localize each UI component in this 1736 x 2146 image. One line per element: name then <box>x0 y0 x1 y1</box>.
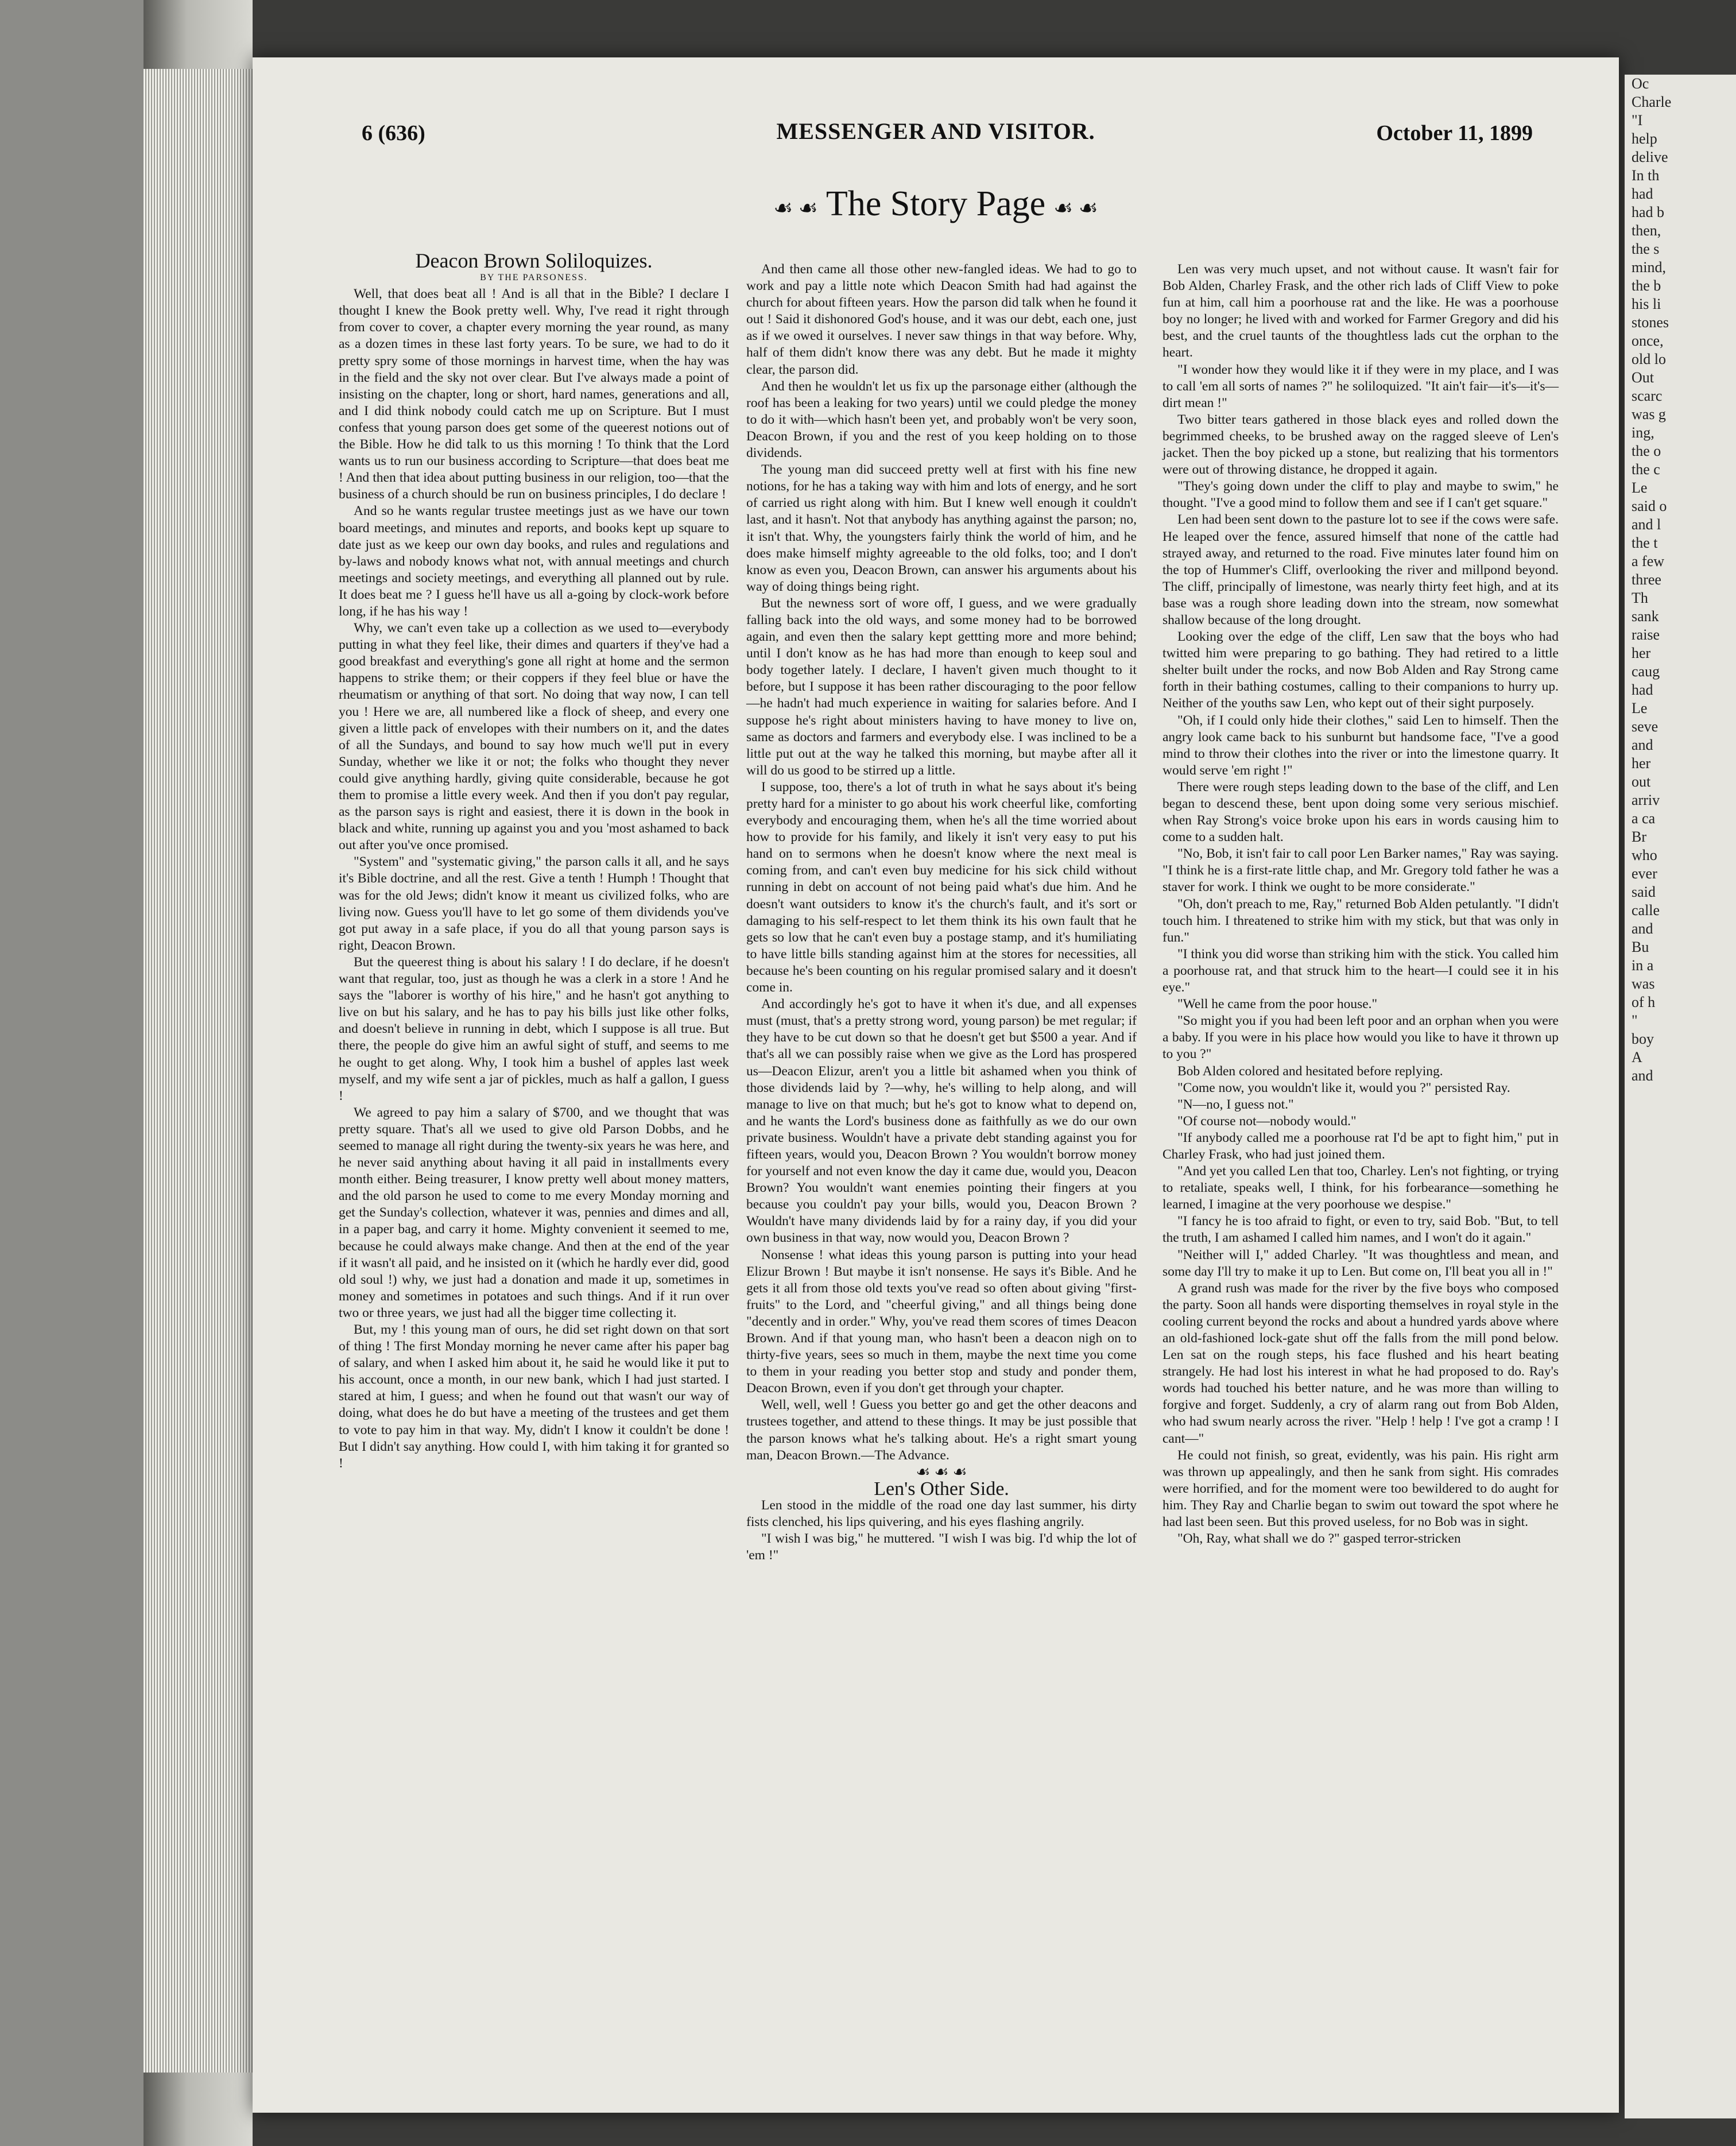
facing-page-text: seve <box>1632 718 1658 735</box>
facing-page-text: and <box>1632 1067 1653 1084</box>
section-ornament: ☙ ☙ ☙ <box>916 1463 967 1481</box>
facing-page-text: old lo <box>1632 351 1666 367</box>
left-ornament-icon: ☙ ☙ <box>773 196 818 220</box>
paragraph: "Come now, you wouldn't like it, would you ?" persisted Ray. <box>1177 1080 1510 1095</box>
right-ornament-icon: ☙ ☙ <box>1053 196 1098 220</box>
facing-page-text: was g <box>1632 406 1666 423</box>
publication-date: October 11, 1899 <box>1376 121 1533 145</box>
paragraph: "Oh, if I could only hide their clothes," said Len to himself. Then the angry look came back to his sunburnt but handsome face, "I've a good mind to throw their clothes into the river or into the limestone quarry. It would serve 'em right !" <box>1162 712 1559 778</box>
paragraph: And so he wants regular trustee meetings just as we have our town board meetings, and minutes and reports, and books kept up square to date just as we keep our own day books, and rules and regulations and by-laws and nobody knows what not, with annual meetings and church meetings and society meetings, and everything all planned out by rule. It does beat me ? I guess he'll have us all a-going by clock-work before long, if he has his way ! <box>339 503 729 619</box>
article-title: Deacon Brown Soliloquizes. <box>415 249 653 272</box>
facing-page-text: ever <box>1632 865 1657 882</box>
facing-page-text: a ca <box>1632 810 1656 827</box>
facing-page-text: once, <box>1632 332 1664 349</box>
facing-page-text: the t <box>1632 534 1658 551</box>
facing-page-text: the o <box>1632 443 1661 459</box>
paragraph: We agreed to pay him a salary of $700, and we thought that was pretty square. That's all we used to give old Parson Dobbs, and he seemed to manage all right during the twenty-six years he was here, and he never said anything about having it all paid in installments every month either. Being treasurer, I know pretty well about money matters, and the old parson he used to come to me every Monday morning and get the Sunday's collection, whatever it was, pennies and dimes and all, in a paper bag, and carry it home. Mighty convenient it seemed to me, because he could always make change. And then at the end of the year if it wasn't all paid, and he insisted on it (which he hardly ever did, good old soul !) why, we just had a donation and made it up, sometimes in money and sometimes in potatoes and such things. And if it run over two or three years, we just had all the bigger time collecting it. <box>339 1105 729 1320</box>
paragraph: And accordingly he's got to have it when it's due, and all expenses must (must, that's a pretty strong word, young parson) be met regular; if they have to be cut down so that he doesn't get but $500 a year. And if that's all we can possibly raise when we give as the Lord has prospered us—Deacon Elizur, aren't you a little bit ashamed when you think of those dividends laid by ?—why, he's willing to help along, and will manage to live on that much; but he's got to know what to depend on, and he wants the Lord's business done as faithfully as we do our own private business. Wouldn't have a private debt standing against you for fifteen years, would you, Deacon Brown ? You wouldn't borrow money for yourself and not even know the day it came due, would you, Deacon Brown? You wouldn't want enemies pointing their fingers at you because you couldn't pay your bills, would you, Deacon Brown ? Wouldn't have many dividends laid by for a rainy day, if you did your own business in that way, now would you, Deacon Brown ? <box>746 997 1137 1246</box>
paragraph: "I think you did worse than striking him with the stick. You called him a poorhouse rat, and that struck him to the heart—I could see it in his eye." <box>1162 946 1559 995</box>
paragraph: "If anybody called me a poorhouse rat I'd be apt to fight him," put in Charley Frask, who had just joined them. <box>1162 1130 1559 1162</box>
paragraph: Nonsense ! what ideas this young parson is putting into your head Elizur Brown ! But maybe it isn't nonsense. He says it's Bible. And he gets it all from those old texts you've read so often about giving "first-fruits" to the Lord, and "cheerful giving," and all things being done "decently and in order." Why, you've read them scores of times Deacon Brown. And if that young man, who hasn't been a deacon nigh on to thirty-five years, sees so much in them, maybe the next time you come to them in your reading you better stop and study and ponder them, Deacon Brown, even if you don't get through your chapter. <box>746 1247 1137 1396</box>
paragraph: But the queerest thing is about his salary ! I do declare, if he doesn't want that regular, too, just as though he was a clerk in a store ! And he says the "laborer is worthy of his hire," and he hasn't got anything to live on but his salary, and he has to pay his bills just like other folks, and doesn't believe in running in debt, which I suppose is all true. But there, the people do give him an awful sight of stuff, and seems to me he ought to get along. Why, I took him a bushel of apples last week myself, and my wife sent a jar of pickles, much as half a gallon, I guess ! <box>339 954 729 1103</box>
paragraph: Well, well, well ! Guess you better go and get the other deacons and trustees together, and attend to these things. It may be just possible that the parson knows what he's talking about. He's a right smart young man, Deacon Brown.—The Advance. <box>746 1397 1137 1463</box>
facing-page-text: boy <box>1632 1031 1654 1047</box>
facing-page-text: sank <box>1632 608 1659 625</box>
facing-page-text: mind, <box>1632 259 1666 276</box>
paragraph: Two bitter tears gathered in those black eyes and rolled down the begrimmed cheeks, to be brushed away on the ragged sleeve of Len's jacket. Then the boy picked up a stone, but realizing that his tormentors were out of throwing distance, he dropped it again. <box>1162 412 1559 478</box>
facing-page-text: and l <box>1632 516 1661 533</box>
paragraph: Len was very much upset, and not without cause. It wasn't fair for Bob Alden, Charley Frask, and the other rich lads of Cliff View to poke fun at him, call him a poorhouse rat and the like. He was a poorhouse boy no longer; he lived with and worked for Farmer Gregory and did his best, and the cruel taunts of the thoughtless lads cut the orphan to the heart. <box>1162 262 1559 361</box>
paragraph: "I wish I was big," he muttered. "I wish I was big. I'd whip the lot of 'em !" <box>746 1531 1137 1563</box>
facing-page-text: scarc <box>1632 388 1663 404</box>
paragraph: But the newness sort of wore off, I guess, and we were gradually falling back into the old ways, and some money had to be borrowed again, and even then the salary kept gettting more and more behind; until I don't know as he has had more than enough to keep soul and body together lately. I declare, I haven't given much thought to it before, but I suppose it has been rather discouraging to the poor fellow—he hadn't had much experience in waiting for salaries before. And I suppose he's right about ministers having to have money to live on, same as doctors and farmers and everybody else. I was inclined to be a little put out at the way he talked this morning, but maybe after all it will do us good to be stirred up a little. <box>746 595 1137 778</box>
paragraph: Len stood in the middle of the road one day last summer, his dirty fists clenched, his lips quivering, and his eyes flashing angrily. <box>746 1497 1137 1530</box>
facing-page-text: and <box>1632 920 1653 937</box>
facing-page-text: the b <box>1632 277 1661 294</box>
paragraph: "Of course not—nobody would." <box>1177 1113 1357 1129</box>
paragraph: Len had been sent down to the pasture lot to see if the cows were safe. He leaped over the fence, assured himself that none of the cattle had strayed away, and returned to the road. Five minutes later found him on the top of Hummer's Cliff, overlooking the river and millpond beyond. The cliff, principally of limestone, was nearly thirty feet high, and at its base was a rough shore leading down into the stream, now somewhat shallow because of the long drought. <box>1162 512 1559 627</box>
facing-page-text: then, <box>1632 222 1661 239</box>
paragraph: "Well he came from the poor house." <box>1177 997 1378 1012</box>
paragraph: Bob Alden colored and hesitated before replying. <box>1177 1063 1443 1079</box>
newspaper-title: MESSENGER AND VISITOR. <box>776 118 1095 144</box>
column-2 <box>746 261 1137 1564</box>
facing-page-text: her <box>1632 755 1651 772</box>
facing-page-text: said <box>1632 884 1656 900</box>
facing-page-text: delive <box>1632 149 1668 165</box>
facing-page-text: said o <box>1632 498 1667 514</box>
article-title: Len's Other Side. <box>874 1478 1009 1500</box>
facing-page-text: the c <box>1632 461 1660 478</box>
column-3 <box>1162 261 1559 1547</box>
facing-page-text: " <box>1632 1012 1638 1029</box>
book-binding <box>0 0 144 2146</box>
page-edges <box>144 69 253 2073</box>
newspaper-page <box>253 57 1619 2113</box>
paragraph: "Neither will I," added Charley. "It was thoughtless and mean, and some day I'll try to make it up to Len. But come on, I'll beat you all in !" <box>1162 1247 1559 1279</box>
facing-page-text: Out <box>1632 369 1654 386</box>
column-1 <box>339 249 729 1472</box>
paragraph: "Oh, Ray, what shall we do ?" gasped terror-stricken <box>1177 1531 1461 1547</box>
paragraph: A grand rush was made for the river by the five boys who composed the party. Soon all hands were disporting themselves in royal style in the cooling current beyond the rocks and about a hundred yards above where an old-fashioned lock-gate shut off the falls from the mill pond below. Len sat on the rough steps, his face flushed and his heart beating strangely. He had lost his interest in what he had proposed to do. Ray's words had touched his better nature, and he was more than willing to forgive and forget. Suddenly, a cry of alarm rang out from Bob Alden, who had swum nearly across the river. "Help ! help ! I've got a cramp ! I cant—" <box>1162 1280 1559 1446</box>
facing-page-text: had <box>1632 681 1653 698</box>
facing-page-text: "I <box>1632 112 1643 129</box>
paragraph: "N—no, I guess not." <box>1177 1097 1294 1112</box>
facing-page-text: a few <box>1632 553 1665 570</box>
facing-page-text: Br <box>1632 828 1646 845</box>
facing-page-text: the s <box>1632 241 1660 257</box>
paragraph: The young man did succeed pretty well at first with his fine new notions, for he has a taking way with him and lots of energy, and he sort of carried us right along with him. But I knew well enough it couldn't last, and it hasn't. Not that anybody has anything against the parson; no, it isn't that. Why, the youngsters fairly think the world of him, and he does make himself mighty agreeable to the old folks, too; and I don't know as even you, Deacon Brown, can answer his arguments about his way of doing things being right. <box>746 462 1137 594</box>
facing-page-text: A <box>1632 1049 1642 1066</box>
paragraph: "Oh, don't preach to me, Ray," returned Bob Alden petulantly. "I didn't touch him. I threatened to strike him with my stick, but that was only in fun." <box>1162 896 1559 945</box>
facing-page-text: stones <box>1632 314 1669 331</box>
paragraph: "No, Bob, it isn't fair to call poor Len Barker names," Ray was saying. "I think he is a first-rate little chap, and Mr. Gregory told father he was a staver for work. I think we ought to be more considerate." <box>1162 846 1559 895</box>
facing-page-text: was <box>1632 975 1655 992</box>
facing-page-text: Bu <box>1632 939 1649 955</box>
facing-page-text: raise <box>1632 626 1660 643</box>
facing-page-text: calle <box>1632 902 1660 919</box>
facing-page-text: three <box>1632 571 1661 588</box>
facing-page-text: help <box>1632 130 1657 147</box>
paragraph: And then came all those other new-fangled ideas. We had to go to work and pay a little note which Deacon Smith had had against the church for about fifteen years. How the parson did talk when he found it out ! Said it dishonored God's house, and it was our debt, each one, just as if we owed it ourselves. I never saw things in that way before. Why, half of them didn't know there was any debt. But he made it mighty clear, the parson did. <box>746 262 1137 377</box>
facing-page-text: in a <box>1632 957 1654 974</box>
paragraph: I suppose, too, there's a lot of truth in what he says about it's being pretty hard for a minister to go about his work cheerful like, comforting everybody and encouraging them, when he's all the time worried about how to provide for his family, and likely it isn't very easy to put his hand on to sermons when he doesn't know where the next meal is coming from, and can't even buy medicine for his sick child without running in debt on account of not being paid what's due him. And he doesn't want outsiders to know it's the church's fault, and it's sort or damaging to his self-respect to let them think its his own fault that he gets so low that he can't even buy a postage stamp, and it's humiliating to have little bills standing against him at the stores for necessities, all because he's been counting on his regular promised salary and it doesn't come in. <box>746 779 1137 995</box>
section-heading <box>253 184 1619 224</box>
facing-page-text: Le <box>1632 700 1648 716</box>
facing-page-text: arriv <box>1632 792 1660 808</box>
facing-page-text: who <box>1632 847 1657 863</box>
facing-page-text: her <box>1632 645 1651 661</box>
paragraph: Why, we can't even take up a collection as we used to—everybody putting in what they feel like, their dimes and quarters if they've had a good breakfast and everything's gone all right at home and the sermon happens to strike them; or their coppers if they feel blue or have the rheumatism or anything of that sort. No doing that way now, I can tell you ! Here we are, all numbered like a flock of sheep, and every one given a little pack of envelopes with their numbers on it, and the dates of all the Sundays, and bound to say how much we'll put in every Sunday, whether we like it or not; the folks who thought they never could give anything hardly, giving quite considerable, because he got them to promise a little every week. And then if you don't pay regular, as the parson says is right and easiest, there it is down in the book in black and white, running up against you and you 'most ashamed to back out after you've once promised. <box>339 621 729 853</box>
facing-page-text: Le <box>1632 479 1648 496</box>
article-byline: BY THE PARSONESS. <box>480 273 588 283</box>
paragraph: And then he wouldn't let us fix up the parsonage either (although the roof has been a leaking for two years) until we could pledge the money to do it with—which hasn't been yet, and probably won't be very soon, Deacon Brown, if you and the rest of you keep holding on to those dividends. <box>746 378 1137 461</box>
facing-page-text: out <box>1632 773 1651 790</box>
paragraph: "I fancy he is too afraid to fight, or even to try, said Bob. "But, to tell the truth, I am ashamed I called him names, and I won't do it again." <box>1162 1214 1559 1246</box>
facing-page-text: of h <box>1632 994 1656 1010</box>
facing-page-text: In th <box>1632 167 1660 184</box>
paragraph: "System" and "systematic giving," the parson calls it all, and he says it's Bible doctrine, and all the rest. Give a tenth ! Humph ! Thought that was for the old Jews; didn't know it meant us civilized folks, who are living now. Guess you'll have to let go some of them dividends you've got put away in a safe place, if you do all that young parson says is right, Deacon Brown. <box>339 854 729 953</box>
facing-page-text: his li <box>1632 296 1661 312</box>
paragraph: Well, that does beat all ! And is all that in the Bible? I declare I thought I knew the Book pretty well. Why, I've read it right through from cover to cover, a chapter every morning the year round, as many as a dozen times in these last forty years. To be sure, we had to do it pretty spry some of those mornings in harvest time, when the hay was in the field and the sky not over clear. But I've always made a point of insisting on the chapter, long or short, hard names, generations and all, and I did think nobody could catch me up on Scripture. But I must confess that young parson does get some of the queerest notions out of the Bible. How he did talk to us this morning ! To think that the Lord wants us to run our business according to Scripture—that does beat me ! And then that idea about putting business in our religion, too—that the business of a church should be run on business principles, I do declare ! <box>339 286 729 502</box>
section-title: The Story Page <box>826 184 1046 223</box>
paragraph: He could not finish, so great, evidently, was his pain. His right arm was thrown up appealingly, and then he sank from sight. His comrades were horrified, and for the moment were too bewildered to do aught for him. They Ray and Charlie began to swim out toward the spot where he had last been seen. But this proved useless, for no Bob was in sight. <box>1162 1447 1559 1530</box>
page-number: 6 (636) <box>362 121 425 145</box>
facing-page-fragment <box>1625 75 1736 2118</box>
facing-page-text: Th <box>1632 590 1648 606</box>
paragraph: "I wonder how they would like it if they were in my place, and I was to call 'em all sorts of names ?" he soliloquized. "It ain't fair—it's—it's—dirt mean !" <box>1162 362 1559 410</box>
facing-page-text: and <box>1632 737 1653 753</box>
paragraph: "So might you if you had been left poor and an orphan when you were a baby. If you were in his place how would you like to have it thrown up to you ?" <box>1162 1013 1559 1062</box>
facing-page-text: ing, <box>1632 424 1654 441</box>
facing-page-text: had <box>1632 185 1653 202</box>
paragraph: "And yet you called Len that too, Charley. Len's not fighting, or trying to retaliate, speaks well, I think, for his forbearance—something he learned, I imagine at the very poorhouse we despise." <box>1162 1164 1559 1213</box>
paragraph: But, my ! this young man of ours, he did set right down on that sort of thing ! The first Monday morning he never came after his paper bag of salary, and when I asked him about it, he said he would like it put to his account, once a month, in our new bank, which I had just started. I stared at him, I guess; and when he found out that wasn't our way of doing, what does he do but have a meeting of the trustees and get them to vote to pay him in that way. My, didn't I know it couldn't be done ! But I didn't say anything. How could I, with him taking it for granted so ! <box>339 1322 729 1471</box>
facing-page-text: Charle <box>1632 94 1672 110</box>
facing-page-text: caug <box>1632 663 1660 680</box>
facing-page-text: had b <box>1632 204 1665 220</box>
paragraph: There were rough steps leading down to the base of the cliff, and Len began to descend these, bent upon doing some very serious mischief. when Ray Strong's voice broke upon his ears in words causing him to come to a sudden halt. <box>1162 779 1559 845</box>
paragraph: "They's going down under the cliff to play and maybe to swim," he thought. "I've a good mind to follow them and see if I can't get square." <box>1162 479 1559 511</box>
facing-page-text: Oc <box>1632 75 1649 92</box>
paragraph: Looking over the edge of the cliff, Len saw that the boys who had twitted him were preparing to go bathing. They had retired to a little shelter built under the rocks, and now Bob Alden and Ray Strong came forth in their bathing costumes, calling to their companions to hurry up. Neither of the youths saw Len, who kept out of their sight purposely. <box>1162 629 1559 711</box>
